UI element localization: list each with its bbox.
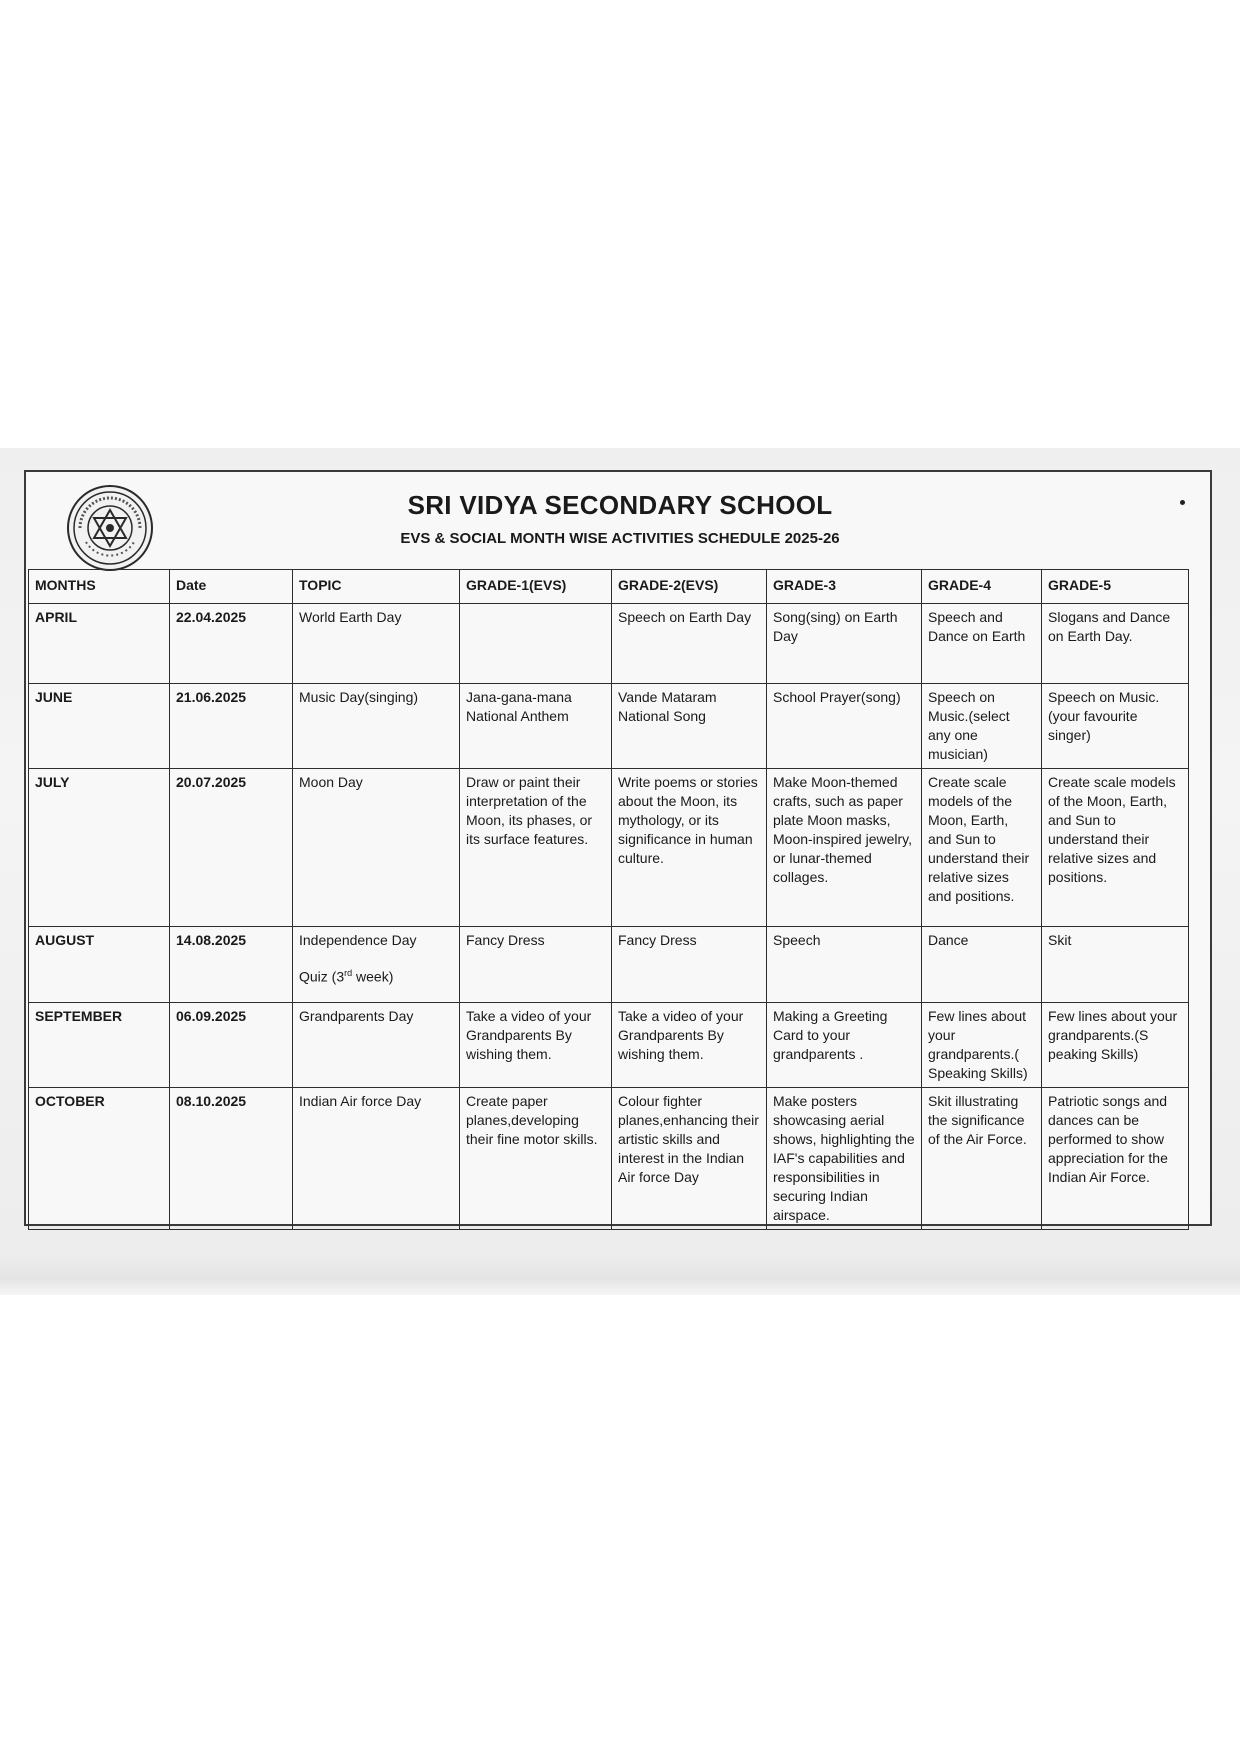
schedule-title: EVS & SOCIAL MONTH WISE ACTIVITIES SCHEDULE 2025-26: [400, 530, 840, 547]
cell-grade-2: Fancy Dress: [612, 927, 767, 1003]
header-grade-2: GRADE-2(EVS): [612, 570, 767, 604]
cell-topic: Music Day(singing): [293, 684, 460, 769]
cell-grade-3: Song(sing) on Earth Day: [767, 604, 922, 684]
cell-topic: Grandparents Day: [293, 1003, 460, 1088]
cell-grade-5: Create scale models of the Moon, Earth, and Sun to understand their relative sizes and positions.: [1042, 769, 1189, 927]
header-grade-4: GRADE-4: [922, 570, 1042, 604]
cell-month: SEPTEMBER: [29, 1003, 170, 1088]
header-months: MONTHS: [29, 570, 170, 604]
cell-grade-4: Speech on Music.(select any one musician): [922, 684, 1042, 769]
quiz-week: week): [352, 968, 394, 985]
cell-grade-1: Fancy Dress: [460, 927, 612, 1003]
cell-grade-5: Few lines about your grandparents.(S peaking Skills): [1042, 1003, 1189, 1088]
quiz-text: Quiz (3: [299, 968, 345, 985]
cell-grade-3: School Prayer(song): [767, 684, 922, 769]
cell-grade-5: Speech on Music.(your favourite singer): [1042, 684, 1189, 769]
cell-grade-5: Skit: [1042, 927, 1189, 1003]
cell-topic: World Earth Day: [293, 604, 460, 684]
cell-grade-2: Take a video of your Grandparents By wishing them.: [612, 1003, 767, 1088]
cell-grade-1: Create paper planes,developing their fine motor skills.: [460, 1088, 612, 1230]
cell-grade-4: Speech and Dance on Earth: [922, 604, 1042, 684]
cell-date: 14.08.2025: [170, 927, 293, 1003]
cell-grade-1: Draw or paint their interpretation of the Moon, its phases, or its surface features.: [460, 769, 612, 927]
cell-month: JULY: [29, 769, 170, 927]
cell-grade-4: Dance: [922, 927, 1042, 1003]
header-grade-1: GRADE-1(EVS): [460, 570, 612, 604]
school-name: SRI VIDYA SECONDARY SCHOOL: [407, 490, 833, 520]
topic-text: Independence Day: [299, 932, 417, 948]
cell-grade-2: Colour fighter planes,enhancing their artistic skills and interest in the Indian Air force Day: [612, 1088, 767, 1230]
header-grade-3: GRADE-3: [767, 570, 922, 604]
cell-grade-4: Create scale models of the Moon, Earth, and Sun to understand their relative sizes and positions.: [922, 769, 1042, 927]
cell-date: 20.07.2025: [170, 769, 293, 927]
header-grade-5: GRADE-5: [1042, 570, 1189, 604]
quiz-ordinal: rd: [344, 968, 353, 978]
cell-grade-5: Patriotic songs and dances can be performed to show appreciation for the Indian Air Force.: [1042, 1088, 1189, 1230]
header-topic: TOPIC: [293, 570, 460, 604]
cell-grade-3: Make posters showcasing aerial shows, highlighting the IAF's capabilities and responsibilities in securing Indian airspace.: [767, 1088, 922, 1230]
cell-month: APRIL: [29, 604, 170, 684]
cell-grade-4: Few lines about your grandparents.( Speaking Skills): [922, 1003, 1042, 1088]
table-row: [29, 1003, 1189, 1088]
quiz-note: [299, 964, 453, 987]
table-row: [29, 769, 1189, 927]
table-header-row: [29, 570, 1189, 604]
cell-topic: [293, 927, 460, 1003]
cell-month: AUGUST: [29, 927, 170, 1003]
cell-grade-3: Make Moon-themed crafts, such as paper plate Moon masks, Moon-inspired jewelry, or lunar-themed collages.: [767, 769, 922, 927]
cell-grade-3: Making a Greeting Card to your grandparents .: [767, 1003, 922, 1088]
cell-grade-3: Speech: [767, 927, 922, 1003]
cell-grade-1: [460, 604, 612, 684]
cell-month: JUNE: [29, 684, 170, 769]
cell-topic: Moon Day: [293, 769, 460, 927]
scan-shadow: [0, 1255, 1240, 1295]
cell-grade-1: Jana-gana-mana National Anthem: [460, 684, 612, 769]
cell-grade-5: Slogans and Dance on Earth Day.: [1042, 604, 1189, 684]
cell-grade-2: Write poems or stories about the Moon, its mythology, or its significance in human culture.: [612, 769, 767, 927]
cell-grade-2: Vande Mataram National Song: [612, 684, 767, 769]
cell-grade-2: Speech on Earth Day: [612, 604, 767, 684]
cell-month: OCTOBER: [29, 1088, 170, 1230]
cell-grade-1: Take a video of your Grandparents By wishing them.: [460, 1003, 612, 1088]
ink-dot: [1180, 500, 1185, 505]
header-date: Date: [170, 570, 293, 604]
cell-date: 22.04.2025: [170, 604, 293, 684]
cell-date: 06.09.2025: [170, 1003, 293, 1088]
cell-grade-4: Skit illustrating the significance of the Air Force.: [922, 1088, 1042, 1230]
table-row: [29, 684, 1189, 769]
table-row: [29, 1088, 1189, 1230]
cell-date: 08.10.2025: [170, 1088, 293, 1230]
cell-topic: Indian Air force Day: [293, 1088, 460, 1230]
table-row: [29, 604, 1189, 684]
activities-schedule-table: [28, 569, 1189, 1230]
cell-date: 21.06.2025: [170, 684, 293, 769]
table-row: [29, 927, 1189, 1003]
